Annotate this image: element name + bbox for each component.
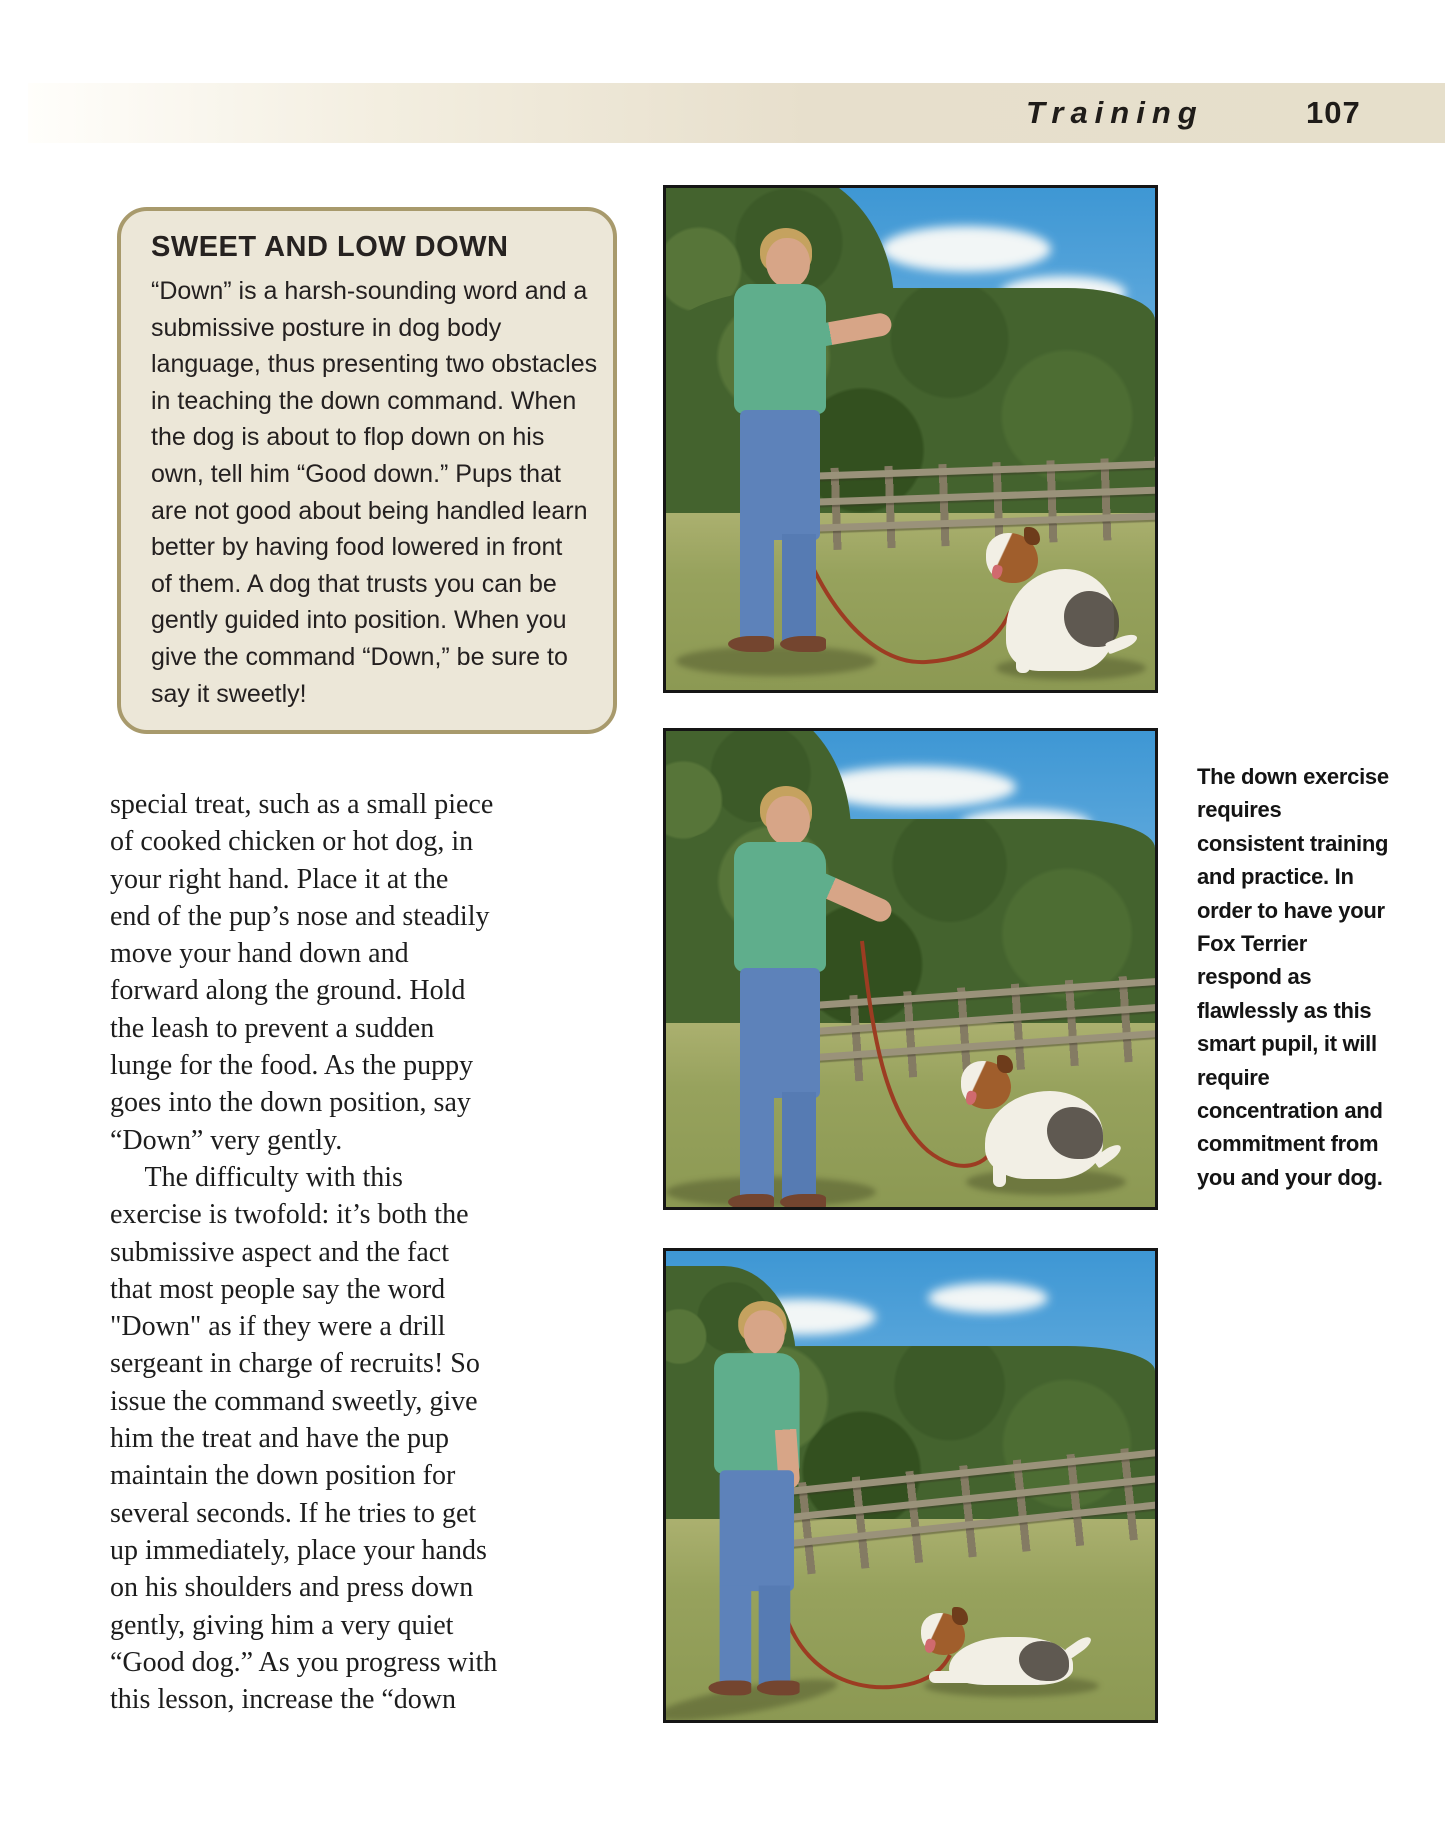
text-line: issue the command sweetly, give [110,1385,478,1417]
text-line: requires [1197,797,1282,823]
text-line: and practice. In [1197,864,1354,890]
text-line: move your hand down and [110,938,409,970]
text-line: gently, giving him a very quiet [110,1609,454,1641]
article-text [110,786,590,1718]
dog-leg [1016,631,1030,673]
text-line: several seconds. If he tries to get [110,1497,477,1529]
tip-box-text [151,273,599,712]
trainer-shirt [734,284,826,414]
text-line: submissive posture in dog body [151,313,502,342]
text-line: smart pupil, it will [1197,1031,1377,1057]
trainer-leg [720,1586,752,1686]
trainer-jeans [740,410,820,540]
trainer-shoe [728,636,774,652]
trainer-jeans [720,1470,794,1591]
photo-caption [1197,760,1407,1194]
trainer-shirt [734,842,826,972]
text-line: of them. A dog that trusts you can be [151,569,557,598]
text-line: goes into the down position, say [110,1087,471,1119]
trainer-head [766,796,810,846]
dog-tail [1064,1634,1093,1659]
text-line: maintain the down position for [110,1460,456,1492]
text-line: “Down” is a harsh-sounding word and a [151,277,588,305]
trainer-head [766,238,810,288]
text-line: better by having food lowered in front [151,533,563,562]
header-bar [28,83,1445,143]
trainer-figure [706,786,876,1210]
text-line: submissive aspect and the fact [110,1236,450,1268]
photo-3 [663,1248,1158,1723]
text-line: you and your dog. [1197,1164,1383,1190]
text-line: give the command “Down,” be sure to [151,642,568,671]
trainer-shoe [757,1680,800,1695]
photo-1 [663,185,1158,693]
text-line: sergeant in charge of recruits! So [110,1348,480,1380]
dog-figure [986,533,1146,678]
trainer-leg [740,534,774,642]
text-line: require [1197,1064,1270,1090]
trainer-shoe [708,1680,751,1695]
trainer-shoe [780,1194,826,1210]
section-title: Training [1026,95,1204,130]
text-line: respond as [1197,964,1312,990]
trainer-leg [782,1092,816,1200]
trainer-jeans [740,968,820,1098]
text-line: up immediately, place your hands [110,1534,487,1566]
dog-saddle-patch [1019,1641,1069,1681]
text-line: in teaching the down command. When [151,386,577,415]
text-line: order to have your [1197,897,1385,923]
text-line: The down exercise [1197,764,1389,789]
trainer-head [744,1310,785,1357]
text-line: the dog is about to flop down on his [151,423,545,452]
text-line: exercise is twofold: it’s both the [110,1199,469,1231]
text-line: end of the pup’s nose and steadily [110,900,490,932]
text-line: “Down” very gently. [110,1124,343,1156]
text-line: forward along the ground. Hold [110,975,466,1007]
text-line: language, thus presenting two obstacles [151,350,598,379]
tip-box-title: SWEET AND LOW DOWN [151,231,509,263]
trainer-figure [688,1301,846,1701]
text-line: the leash to prevent a sudden [110,1012,435,1044]
trainer-shoe [780,636,826,652]
text-line: on his shoulders and press down [110,1572,474,1604]
dog-figure [921,1613,1101,1693]
text-line: concentration and [1197,1098,1383,1124]
page-number: 107 [1306,95,1361,130]
dog-leg [929,1671,977,1683]
dog-leg [993,1153,1006,1187]
tip-box [117,207,617,734]
trainer-leg [782,534,816,642]
text-line: "Down" as if they were a drill [110,1311,446,1343]
text-line: flawlessly as this [1197,997,1372,1023]
text-line: gently guided into position. When you [151,606,567,635]
text-line: say it sweetly! [151,679,307,708]
trainer-shoe [728,1194,774,1210]
text-line: own, tell him “Good down.” Pups that [151,459,561,488]
text-line: “Good dog.” As you progress with [110,1646,498,1678]
trainer-leg [740,1092,774,1200]
trainer-figure [706,228,876,658]
text-line: commitment from [1197,1131,1379,1157]
text-line: that most people say the word [110,1273,446,1305]
text-line: lunge for the food. As the puppy [110,1050,474,1082]
text-line: are not good about being handled learn [151,496,588,525]
text-line: Fox Terrier [1197,931,1307,957]
text-line: The difficulty with this [110,1161,403,1193]
text-line: consistent training [1197,830,1389,856]
text-line: of cooked chicken or hot dog, in [110,826,474,858]
text-line: your right hand. Place it at the [110,863,449,895]
text-line: him the treat and have the pup [110,1423,449,1455]
dog-figure [961,1061,1126,1189]
trainer-leg [759,1586,791,1686]
photo-2 [663,728,1158,1210]
text-line: special treat, such as a small piece [110,789,494,820]
text-line: this lesson, increase the “down [110,1684,457,1716]
